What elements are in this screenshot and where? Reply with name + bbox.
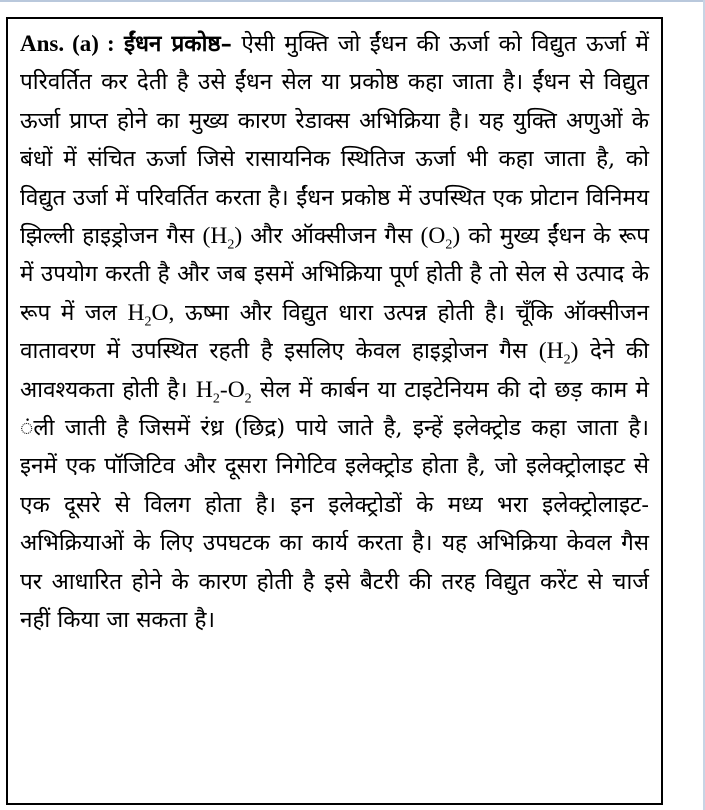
answer-paragraph bbox=[20, 25, 649, 640]
answer-text-segment-3: ऊष्मा और विद्युत धारा उत्पन्न होती है। चूँकि ऑक्सीजन वातावरण में उपस्थित रहती है इसलिए केवल हाइड्रोजन गैस bbox=[20, 299, 650, 365]
top-rule bbox=[0, 0, 705, 2]
answer-text-intro: ऐसी मुक्ति जो ईंधन की ऊर्जा को विद्युत ऊर्जा में परिवर्तित कर देती है उसे ईंधन सेल या प्रकोष्ठ कहा जाता है। ईंधन से विद्युत ऊर्जा प्राप्त होने का मुख्य कारण रेडाक्स अभिक्रिया है। यह युक्ति अणुओं के बंधों में संचित ऊर्जा जिसे रासायनिक स्थितिज ऊर्जा भी कहा जाता है, को विद्युत उर्जा में परिवर्तित करता है। ईंधन प्रकोष्ठ में उपस्थित एक प्रोटान विनिमय झिल्ली हाइड्रोजन गैस bbox=[20, 31, 649, 250]
answer-text-segment-4: देने की आवश्यकता होती है। bbox=[20, 338, 649, 403]
topic-title: ईंधन प्रकोष्ठ– bbox=[124, 31, 232, 57]
formula-hydrogen-2: $(H_2)$ bbox=[538, 338, 579, 368]
answer-text-segment-5: सेल में कार्बन या टाइटेनियम की दो छड़ काम मे ंली जाती है जिसमें रंध्र (छिद्र) पाये जाते है, इन्हें इलेक्ट्रोड कहा जाता है। इनमें एक पॉजिटिव और दूसरा निगेटिव इलेक्ट्रोड होता है, जो इलेक्ट्रोलाइट से एक दूसरे से विलग होता है। इन इलेक्ट्रोडों के मध्य भरा इलेक्ट्रोलाइट-अभिक्रियाओं के लिए उपघटक का कार्य करता है। यह अभिक्रिया केवल गैस पर आधारित होने के कारण होती है इसे बैटरी की तरह विद्युत करेंट से चार्ज नहीं किया जा सकता है। bbox=[20, 376, 650, 634]
formula-water: $H_2O$, bbox=[127, 299, 175, 330]
formula-hydrogen: $(H_2)$ bbox=[202, 223, 243, 253]
formula-h2-o2: $H_2-O_2$ bbox=[195, 376, 252, 407]
formula-oxygen: $(O_2)$ bbox=[420, 223, 461, 253]
answer-label: Ans. (a) : bbox=[20, 31, 115, 56]
answer-box bbox=[6, 17, 663, 805]
answer-text-segment-1: और ऑक्सीजन गैस bbox=[250, 223, 413, 250]
answer-text-segment-2: को मुख्य ईंधन के रूप में उपयोग करती है और जब इसमें अभिक्रिया पूर्ण होती है तो सेल से उत्पाद के रूप में जल bbox=[20, 223, 649, 326]
